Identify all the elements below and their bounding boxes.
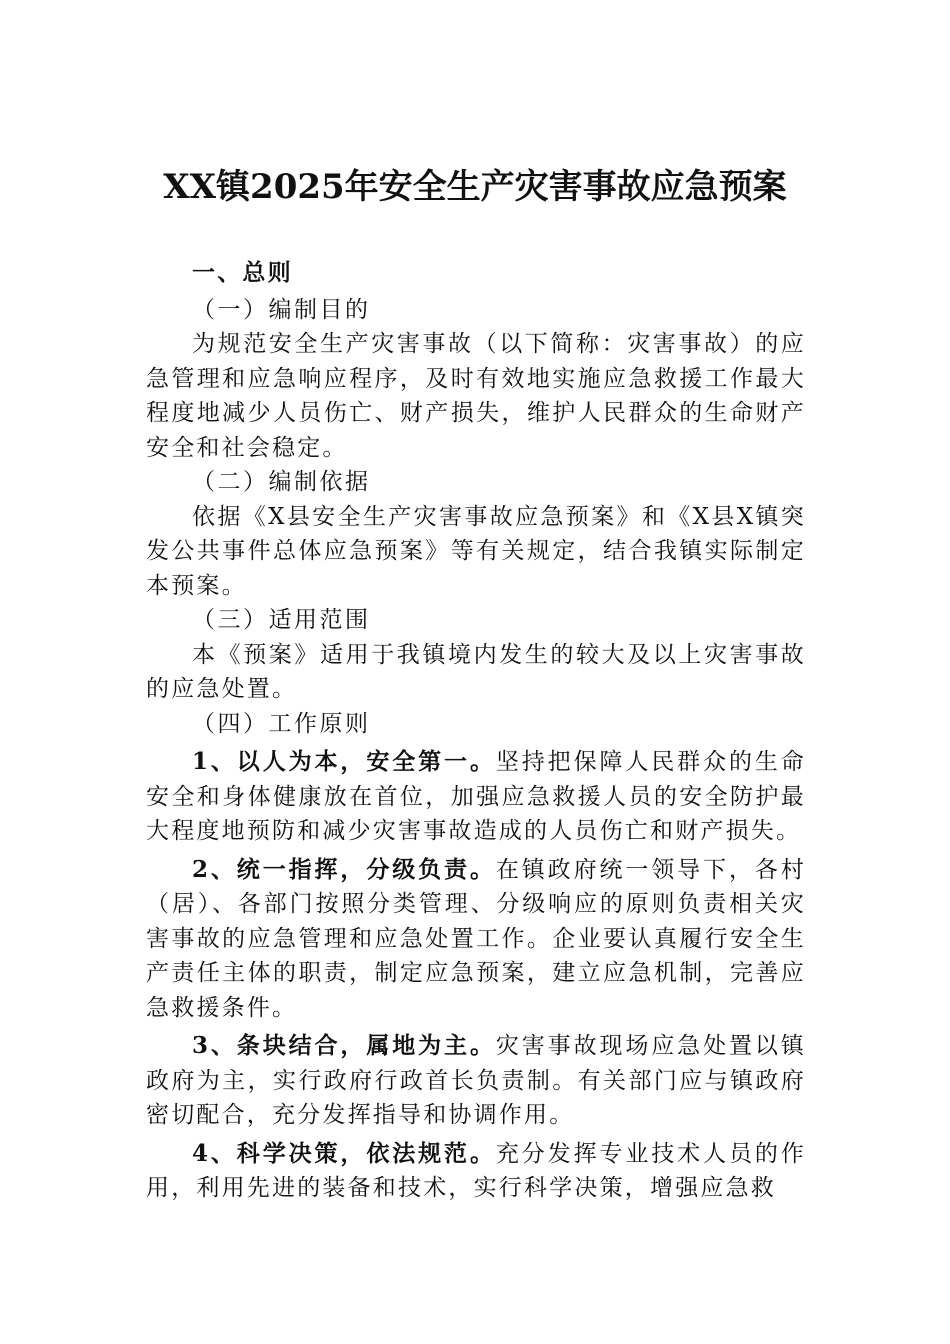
section-heading-general: 一、总则 [192,259,293,286]
subheading-purpose: （一）编制目的 [192,296,371,323]
paragraph-purpose: 为规范安全生产灾害事故（以下简称：灾害事故）的应急管理和应急响应程序，及时有效地实施应急救援工作最大程度地减少人员伤亡、财产损失，维护人民群众的生命财产安全和社会稳定。 [146,331,806,461]
principle-lead: 3、条块结合，属地为主。 [192,1032,496,1059]
principle-text: 在镇政府统一领导下，各村（居）、各部门按照分类管理、分级响应的原则负责相关灾害事故的应急管理和应急处置工作。企业要认真履行安全生产责任主体的职责，制定应急预案，建立应急机制，完善应急救援条件。 [146,856,807,1021]
principle-text: 灾害事故现场应急处置以镇政府为主，实行政府行政首长负责制。有关部门应与镇政府密切配合，充分发挥指导和协调作用。 [146,1033,807,1128]
principle-lead: 2、统一指挥，分级负责。 [192,855,496,883]
principle-text: 坚持把保障人民群众的生命安全和身体健康放在首位，加强应急救援人员的安全防护最大程度地预防和减少灾害事故造成的人员伤亡和财产损失。 [146,749,807,844]
principle-item [146,1029,806,1133]
paragraph-basis: 依据《X县安全生产灾害事故应急预案》和《X县X镇突发公共事件总体应急预案》等有关规定，结合我镇实际制定本预案。 [146,503,806,599]
principle-lead: 1、以人为本，安全第一。 [192,748,496,775]
paragraph-scope: 本《预案》适用于我镇境内发生的较大及以上灾害事故的应急处置。 [146,641,806,702]
subheading-principles: （四）工作原则 [192,710,371,737]
principle-item [146,1137,806,1206]
principle-lead: 4、科学决策，依法规范。 [192,1139,496,1167]
subheading-basis: （二）编制依据 [192,469,371,495]
principle-item [146,745,806,849]
principle-text: 充分发挥专业技术人员的作用，利用先进的装备和技术，实行科学决策，增强应急救 [146,1140,807,1201]
principle-item [146,853,806,1026]
document-body [146,256,806,1206]
subheading-scope: （三）适用范围 [192,607,371,633]
document-title: XX镇2025年安全生产灾害事故应急预案 [163,167,787,207]
